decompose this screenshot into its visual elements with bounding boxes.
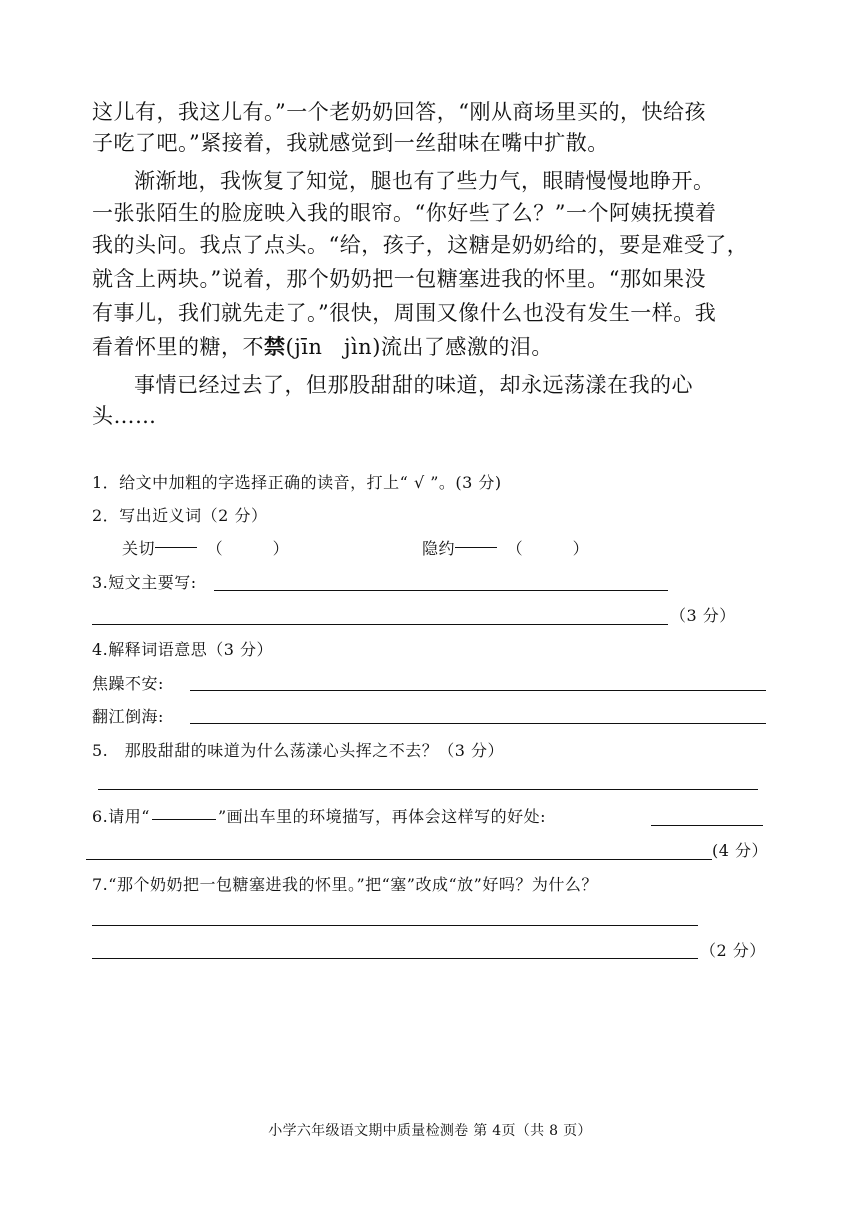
passage-line-3: 渐渐地，我恢复了知觉，腿也有了些力气，眼睛慢慢地睁开。 <box>134 169 715 193</box>
question-7-score: （2 分） <box>700 941 766 960</box>
question-6-score: (4 分） <box>712 841 769 860</box>
synonym-answer-blank-1[interactable]: （ ） <box>206 539 290 558</box>
question-4: 4.解释词语意思（3 分） <box>92 640 274 659</box>
question-1: 1．给文中加粗的字选择正确的读音，打上“ √ ”。(3 分) <box>92 473 502 492</box>
passage-line-9: 事情已经过去了，但那股甜甜的味道，却永远荡漾在我的心 <box>134 373 693 397</box>
synonym-word-2: 隐约 <box>422 539 456 558</box>
passage-line-10: 头…… <box>92 404 157 428</box>
synonym-item-2 <box>422 538 589 560</box>
answer-line-5[interactable] <box>98 789 758 790</box>
term-label-2: 翻江倒海: <box>92 707 164 726</box>
synonym-dash-2 <box>455 547 497 548</box>
question-2: 2．写出近义词（2 分） <box>92 506 268 525</box>
term-label-1: 焦躁不安: <box>92 674 164 693</box>
answer-line-4a[interactable] <box>190 690 766 691</box>
passage-line-1: 这儿有，我这儿有。”一个老奶奶回答，“刚从商场里买的，快给孩 <box>92 100 706 124</box>
answer-line-6a[interactable] <box>651 825 763 826</box>
question-5: 5. 那股甜甜的味道为什么荡漾心头挥之不去？（3 分） <box>92 741 505 760</box>
synonym-item-1 <box>122 538 289 560</box>
question-3: 3.短文主要写: <box>92 573 197 592</box>
passage-line-4: 一张张陌生的脸庞映入我的眼帘。“你好些了么？”一个阿姨抚摸着 <box>92 201 717 225</box>
question-3-score: （3 分） <box>670 606 736 625</box>
answer-line-7a[interactable] <box>92 925 698 926</box>
sample-underline <box>152 819 216 820</box>
passage-line-7: 有事儿，我们就先走了。”很快，周围又像什么也没有发生一样。我 <box>92 301 717 325</box>
answer-line-7b[interactable] <box>92 958 698 959</box>
bold-character: 禁 <box>264 334 286 359</box>
synonym-answer-blank-2[interactable]: （ ） <box>506 539 590 558</box>
passage-line-8-post: (jīn jìn)流出了感激的泪。 <box>285 335 553 359</box>
question-7: 7.“那个奶奶把一包糖塞进我的怀里。”把“塞”改成“放”好吗？为什么？ <box>92 875 598 894</box>
passage-line-6: 就含上两块。”说着，那个奶奶把一包糖塞进我的怀里。“那如果没 <box>92 267 706 291</box>
passage-line-8 <box>92 332 772 362</box>
passage-line-2: 子吃了吧。”紧接着，我就感觉到一丝甜味在嘴中扩散。 <box>92 131 609 155</box>
passage-line-8-pre: 看着怀里的糖，不 <box>92 335 264 359</box>
question-6-pre: 6.请用“ <box>92 807 150 826</box>
question-6-post: ”画出车里的环境描写，再体会这样写的好处: <box>217 807 547 826</box>
synonym-dash-1 <box>155 547 197 548</box>
question-6 <box>92 806 546 828</box>
synonym-word-1: 关切 <box>122 539 156 558</box>
answer-line-3b[interactable] <box>92 624 668 625</box>
answer-line-6b[interactable] <box>86 859 712 860</box>
answer-line-4b[interactable] <box>190 723 766 724</box>
passage-line-5: 我的头问。我点了点头。“给，孩子，这糖是奶奶给的，要是难受了， <box>92 233 749 257</box>
answer-line-3a[interactable] <box>214 590 668 591</box>
page-footer: 小学六年级语文期中质量检测卷 第 4页（共 8 页） <box>268 1123 592 1139</box>
